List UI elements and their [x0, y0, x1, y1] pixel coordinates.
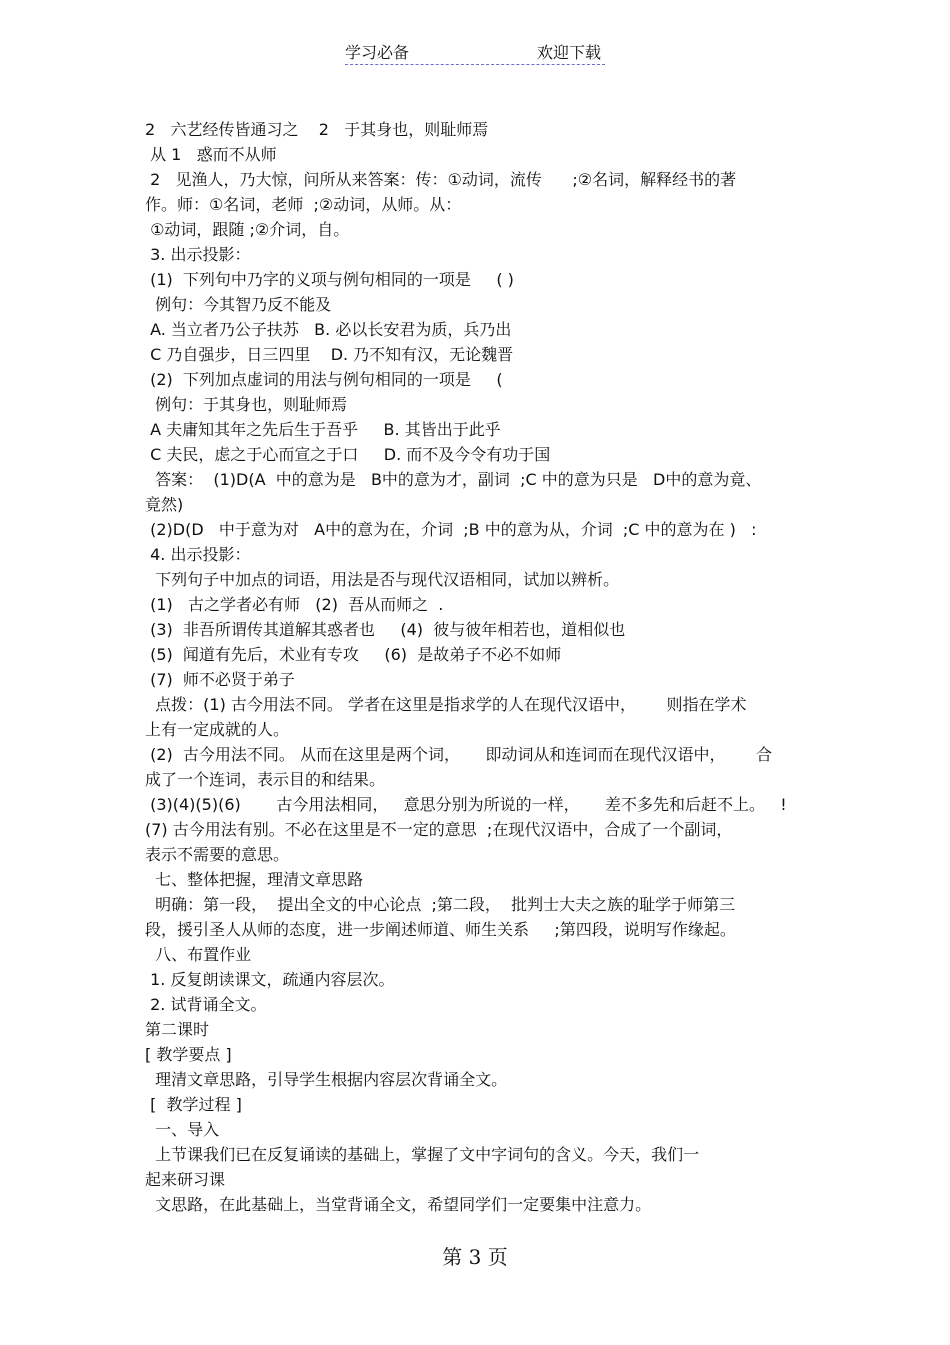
text-line: 4. 出示投影：	[145, 545, 251, 564]
text-line: 1. 反复朗读课文，疏通内容层次。	[145, 970, 395, 989]
text-line: 理清文章思路，引导学生根据内容层次背诵全文。	[145, 1070, 508, 1089]
text-line: 第二课时	[145, 1020, 210, 1039]
text-line: A 夫庸知其年之先后生于吾乎 B. 其皆出于此乎	[145, 420, 501, 439]
text-line: 答案： (1)D(A 中的意为是 B中的意为才，副词 ;C 中的意为只是 D中的意为竟、	[145, 470, 762, 489]
text-line: 上节课我们已在反复诵读的基础上，掌握了文中字词句的含义。今天，我们一	[145, 1145, 700, 1164]
text-line: (3)(4)(5)(6) 古今用法相同， 意思分别为所说的一样， 差不多先和后赶不上。 !	[145, 795, 787, 814]
text-line: 作。师：①名词，老师 ;②动词，从师。从：	[145, 195, 462, 214]
text-line: 下列句子中加点的词语，用法是否与现代汉语相同，试加以辨析。	[145, 570, 620, 589]
text-line: 明确：第一段， 提出全文的中心论点 ;第二段， 批判士大夫之族的耻学于师第三	[145, 895, 736, 914]
text-line: 点拨：(1) 古今用法不同。 学者在这里是指求学的人在现代汉语中， 则指在学术	[145, 695, 747, 714]
text-line: 2 六艺经传皆通习之 2 于其身也，则耻师焉	[145, 120, 489, 139]
text-line: 成了一个连词，表示目的和结果。	[145, 770, 386, 789]
text-line: 2 见渔人，乃大惊，问所从来答案：传：①动词，流传 ;②名词，解释经书的著	[145, 170, 737, 189]
text-line: 七、整体把握，理清文章思路	[145, 870, 364, 889]
text-line: (2)D(D 中于意为对 A中的意为在，介词 ;B 中的意为从，介词 ;C 中的意为在 ) :	[145, 520, 757, 539]
text-line: 从 1 惑而不从师	[145, 145, 277, 164]
text-line: 例句：于其身也，则耻师焉	[145, 395, 348, 414]
text-line: A. 当立者乃公子扶苏 B. 必以长安君为质，兵乃出	[145, 320, 512, 339]
page-number: 第 3 页	[442, 1245, 508, 1269]
text-line: [ 教学过程 ]	[145, 1095, 242, 1114]
text-line: 3. 出示投影：	[145, 245, 251, 264]
text-line: 段，援引圣人从师的态度，进一步阐述师道、师生关系 ;第四段，说明写作缘起。	[145, 920, 736, 939]
text-line: 竟然)	[145, 495, 184, 514]
text-line: (2) 下列加点虚词的用法与例句相同的一项是 (	[145, 370, 503, 389]
text-line: ①动词，跟随 ;②介词，自。	[145, 220, 350, 239]
text-line: (3) 非吾所谓传其道解其惑者也 (4) 彼与彼年相若也，道相似也	[145, 620, 626, 639]
page-header	[345, 40, 605, 65]
text-line: 起来研习课	[145, 1170, 226, 1189]
text-line: 2. 试背诵全文。	[145, 995, 267, 1014]
header-right-text: 欢迎下载	[536, 43, 601, 62]
header-left-text: 学习必备	[345, 43, 410, 62]
text-line: (1) 下列句中乃字的义项与例句相同的一项是 ( )	[145, 270, 514, 289]
text-line: 一、导入	[145, 1120, 220, 1139]
text-line: (2) 古今用法不同。 从而在这里是两个词， 即动词从和连词而在现代汉语中， 合	[145, 745, 772, 764]
text-line: 上有一定成就的人。	[145, 720, 290, 739]
text-line: 八、布置作业	[145, 945, 252, 964]
text-line: 文思路，在此基础上，当堂背诵全文，希望同学们一定要集中注意力。	[145, 1195, 652, 1214]
text-line: 例句：今其智乃反不能及	[145, 295, 332, 314]
text-line: (1) 古之学者必有师 (2) 吾从而师之 .	[145, 595, 444, 614]
text-line: (5) 闻道有先后，术业有专攻 (6) 是故弟子不必不如师	[145, 645, 562, 664]
text-line: (7) 师不必贤于弟子	[145, 670, 295, 689]
text-line: [ 教学要点 ]	[145, 1045, 232, 1064]
text-line: C 夫民，虑之于心而宣之于口 D. 而不及今令有功于国	[145, 445, 551, 464]
text-line: (7) 古今用法有别。不必在这里是不一定的意思 ;在现代汉语中，合成了一个副词，	[145, 820, 733, 839]
text-line: 表示不需要的意思。	[145, 845, 290, 864]
document-body	[145, 117, 810, 1217]
text-line: C 乃自强步，日三四里 D. 乃不知有汉，无论魏晋	[145, 345, 514, 364]
